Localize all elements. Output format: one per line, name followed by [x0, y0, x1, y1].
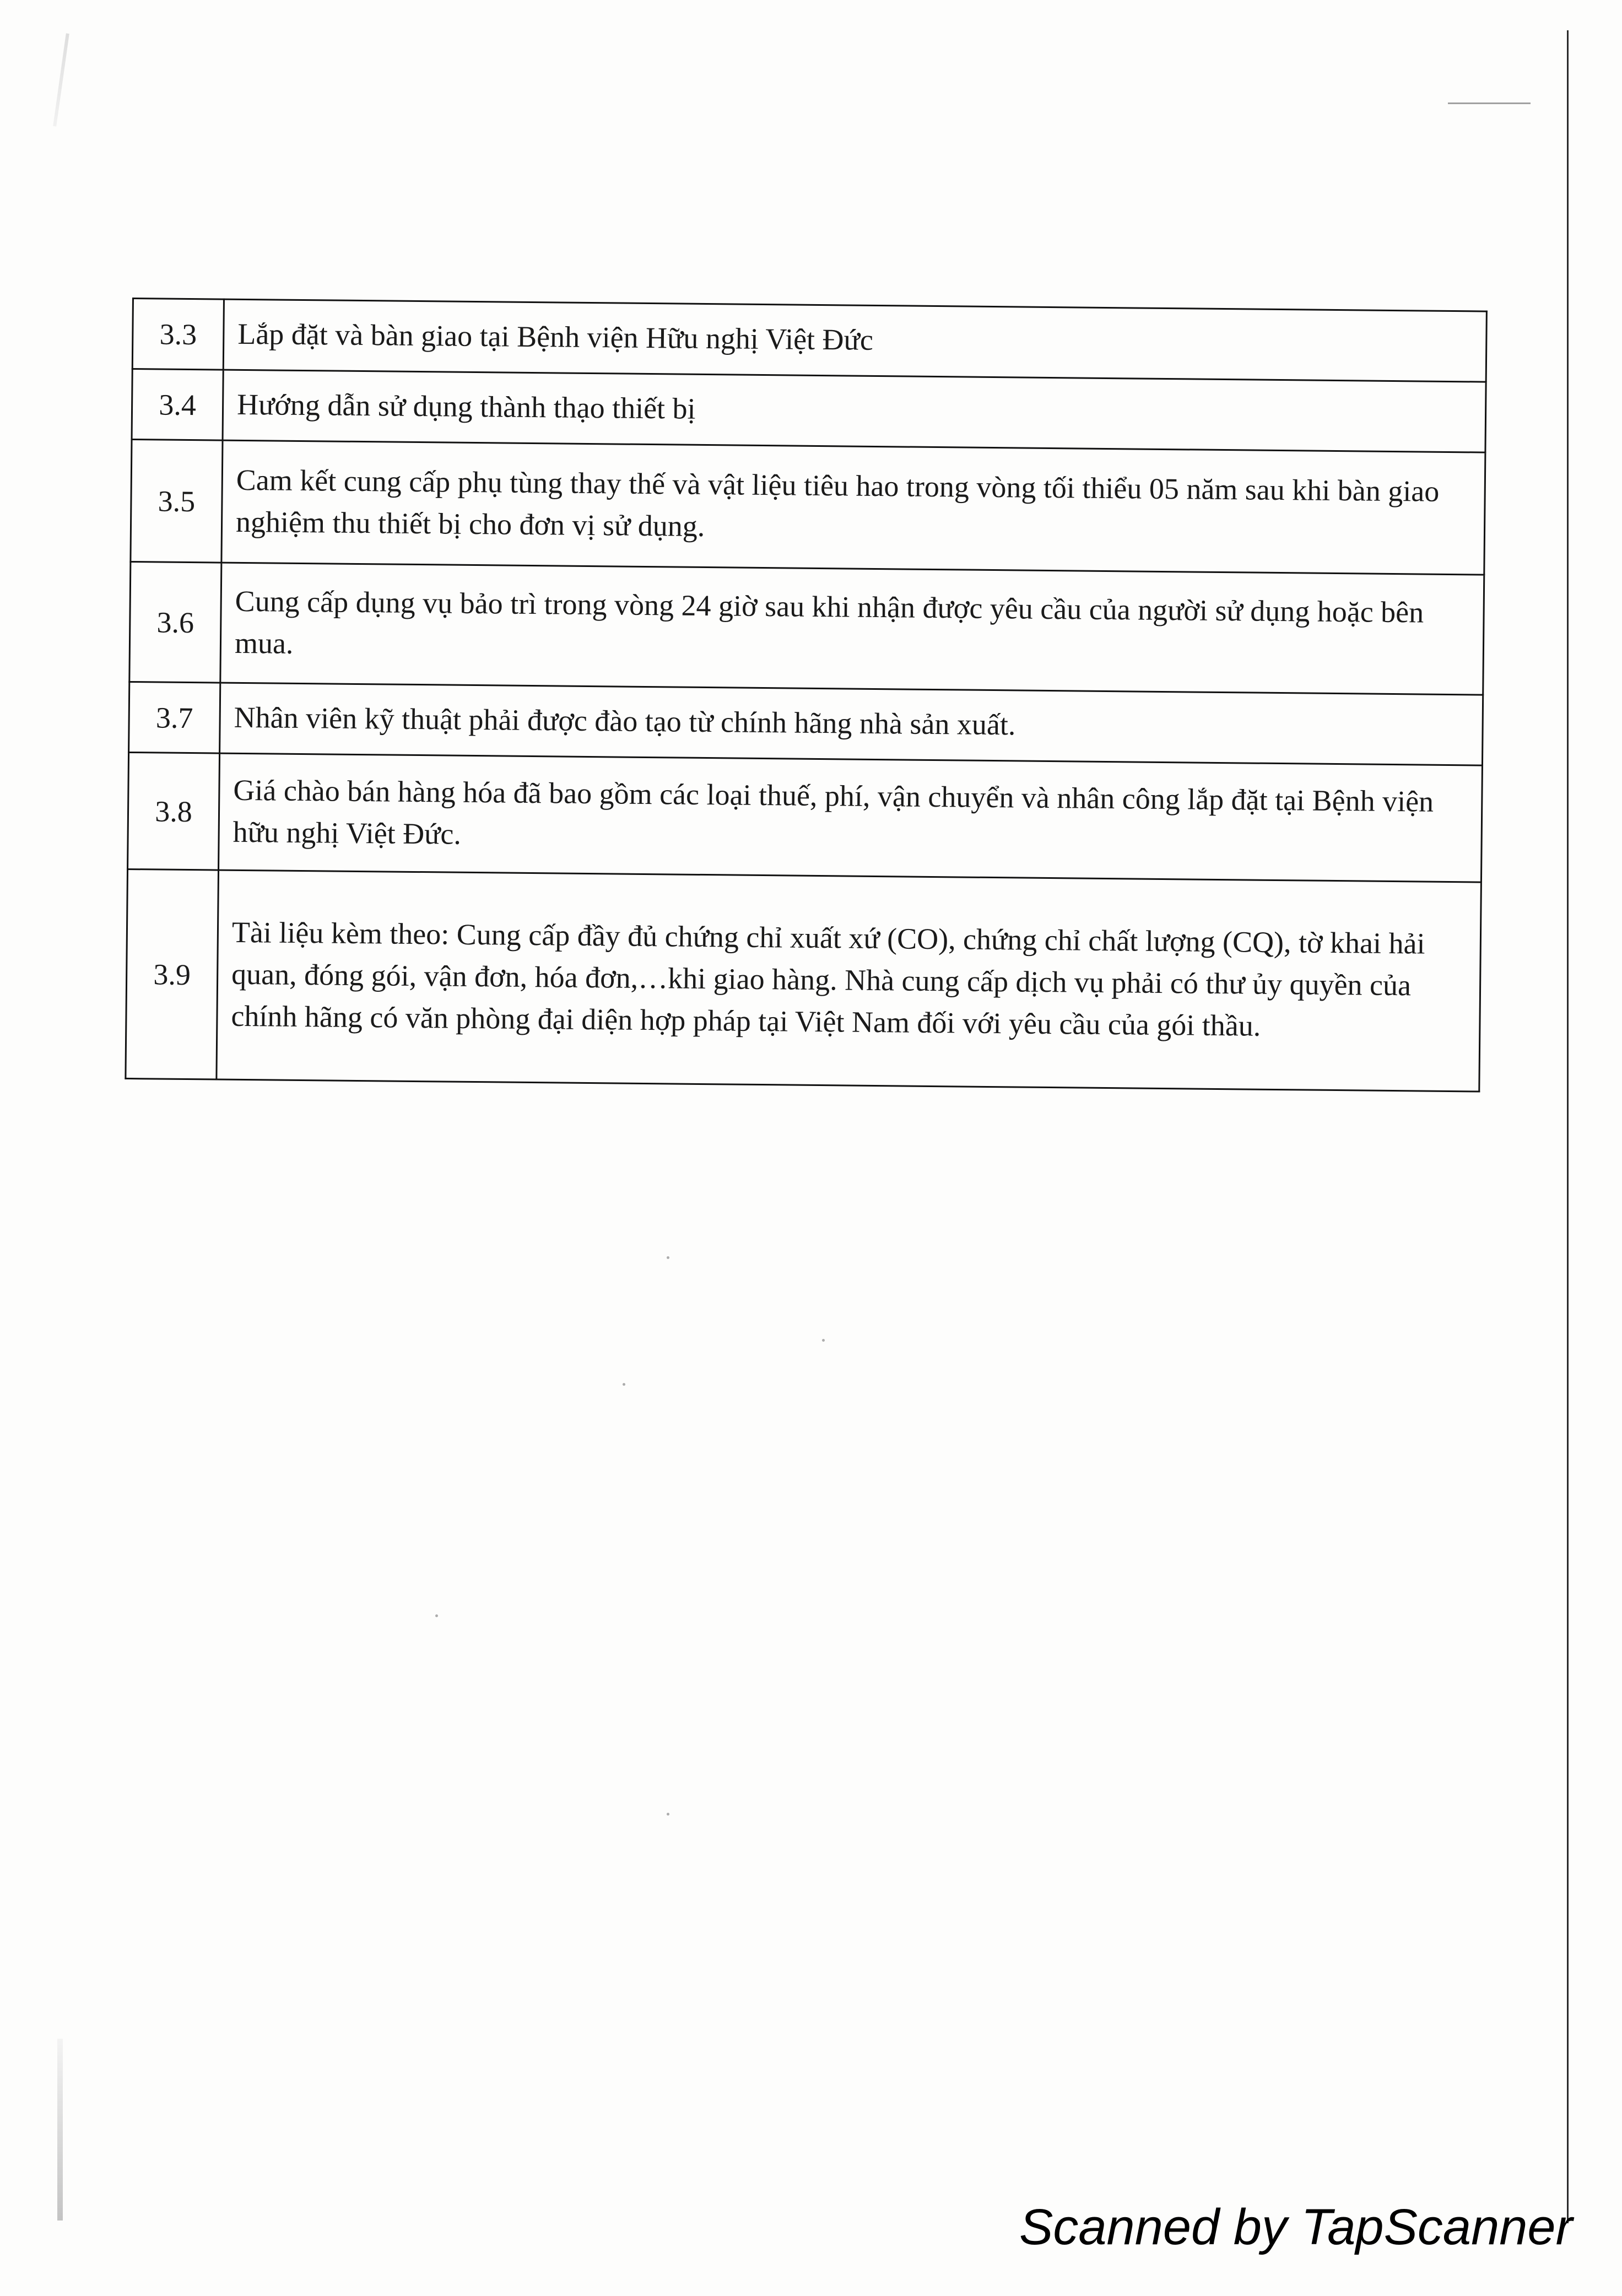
scan-mark-line [1448, 102, 1531, 104]
table-row [132, 369, 1486, 453]
scan-speck [667, 1813, 669, 1816]
row-text: Tài liệu kèm theo: Cung cấp đầy đủ chứng chỉ xuất xứ (CO), chứng chỉ chất lượng (CQ), tờ khai hải quan, đóng gói, vận đơn, hóa đơn,…khi giao hàng. Nhà cung cấp dịch vụ phải có thư ủy quyền của chính hãng có văn phòng đại diện hợp pháp tại Việt Nam đối với yêu cầu của gói thầu. [217, 870, 1482, 1092]
row-number: 3.9 [126, 869, 219, 1079]
requirements-table-container [125, 298, 1488, 1093]
scan-edge-shadow [53, 33, 69, 126]
scan-speck [435, 1614, 438, 1617]
requirements-table [125, 298, 1488, 1093]
row-text: Cam kết cung cấp phụ tùng thay thế và vật liệu tiêu hao trong vòng tối thiểu 05 năm sau khi bàn giao nghiệm thu thiết bị cho đơn vị sử dụng. [221, 440, 1485, 575]
table-row [129, 682, 1483, 765]
scan-speck [822, 1339, 825, 1342]
table-row [129, 561, 1484, 695]
scanner-watermark: Scanned by TapScanner [1019, 2199, 1573, 2255]
table-row [126, 869, 1482, 1092]
table-row [131, 440, 1485, 575]
scan-edge-shadow [57, 2039, 63, 2221]
table-row [128, 752, 1483, 882]
row-number: 3.8 [128, 752, 220, 870]
row-number: 3.7 [129, 682, 220, 753]
row-number: 3.5 [131, 440, 223, 563]
row-number: 3.3 [132, 299, 224, 370]
scan-speck [623, 1383, 625, 1386]
page-edge-line [1567, 30, 1569, 2223]
row-text: Nhân viên kỹ thuật phải được đào tạo từ chính hãng nhà sản xuất. [220, 683, 1483, 765]
row-text: Hướng dẫn sử dụng thành thạo thiết bị [223, 370, 1486, 452]
row-text: Cung cấp dụng vụ bảo trì trong vòng 24 giờ sau khi nhận được yêu cầu của người sử dụng hoặc bên mua. [220, 563, 1484, 695]
row-number: 3.6 [129, 561, 221, 683]
scan-speck [667, 1256, 669, 1259]
row-number: 3.4 [132, 369, 223, 441]
table-row [132, 299, 1486, 382]
row-text: Lắp đặt và bàn giao tại Bệnh viện Hữu nghị Việt Đức [223, 299, 1486, 382]
row-text: Giá chào bán hàng hóa đã bao gồm các loại thuế, phí, vận chuyển và nhân công lắp đặt tại Bệnh viện hữu nghị Việt Đức. [219, 753, 1483, 882]
